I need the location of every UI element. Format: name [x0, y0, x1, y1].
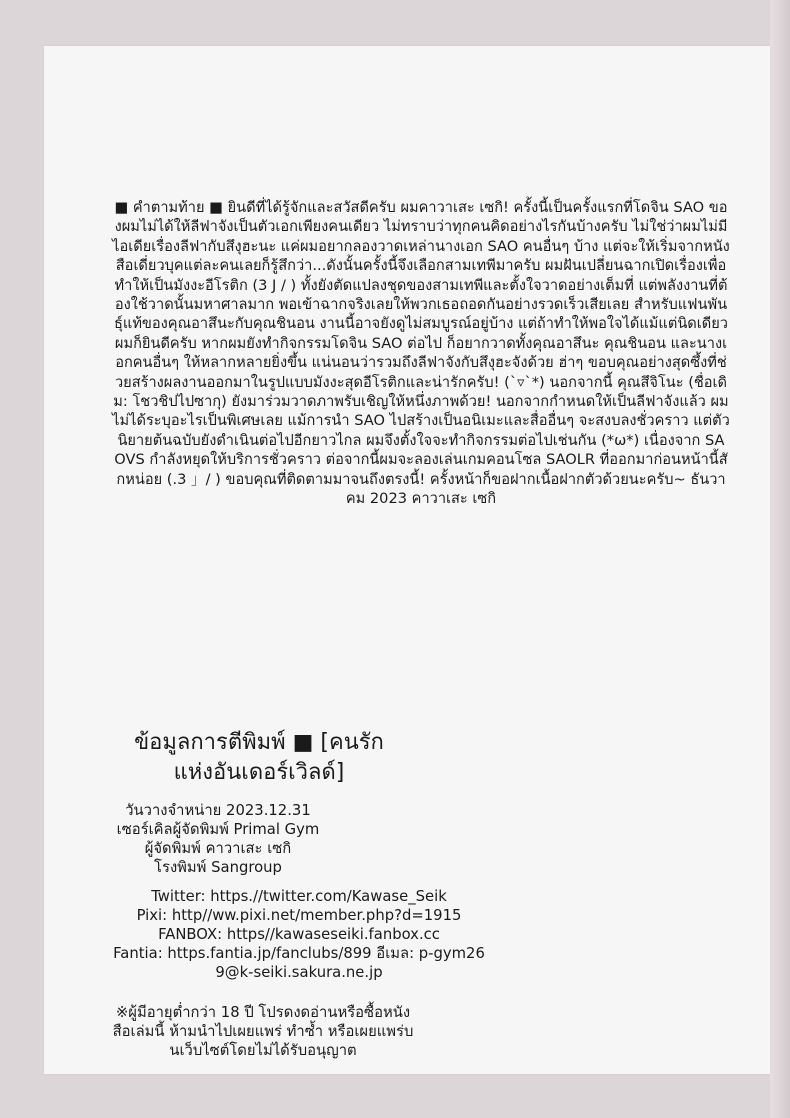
colophon-title-line-2: แห่งอันเดอร์เวิลด์] — [173, 760, 345, 785]
publication-info — [112, 801, 324, 877]
colophon-title — [114, 728, 404, 788]
age-restriction-notice: ※ผู้มีอายุต่ำกว่า 18 ปี โปรดงดอ่านหรือซื้อหนังสือเล่มนี้ ห้ามนำไปเผยแพร่ ทำซ้ำ หรือเผยแพร่บนเว็บไซต์โดยไม่ได้รับอนุญาต — [112, 1004, 414, 1059]
contact-links — [112, 887, 486, 982]
fanbox-link: FANBOX: https//kawaseseiki.fanbox.cc — [158, 926, 440, 943]
release-date: วันวางจำหน่าย 2023.12.31 — [125, 802, 311, 819]
circle-publisher: เซอร์เคิลผู้จัดพิมพ์ Primal Gym ผู้จัดพิมพ์ คาวาเสะ เซกิ — [116, 821, 320, 857]
printer: โรงพิมพ์ Sangroup — [154, 859, 282, 876]
pixi-link: Pixi: http//ww.pixi.net/member.php?d=1915 — [136, 907, 462, 924]
colophon-title-line-1: ข้อมูลการตีพิมพ์ ■ [คนรัก — [134, 730, 384, 755]
book-edge — [770, 0, 790, 1118]
twitter-link: Twitter: https.//twitter.com/Kawase_Seik — [151, 888, 447, 905]
fantia-email: Fantia: https.fantia.jp/fanclubs/899 อีเมล: p-gym269@k-seiki.sakura.ne.jp — [113, 945, 485, 981]
afterword-text: ■ คำตามท้าย ■ ยินดีที่ได้รู้จักและสวัสดีครับ ผมคาวาเสะ เซกิ! ครั้งนี้เป็นครั้งแรกที่โดจิน SAO ของผมไม่ได้ให้ลีฟาจังเป็นตัวเอกเพียงคนเดียว ไม่ทราบว่าทุกคนคิดอย่างไรกันบ้างครับ ไม่ใช่ว่าผมไม่มีไอเดียเรื่องลีฟากับสึงุฮะนะ แค่ผมอยากลองวาดเหล่านางเอก SAO คนอื่นๆ บ้าง แต่จะให้เริ่มจากหนังสือเดี่ยวบุคแต่ละคนเลยก็รู้สึกว่า...ดังนั้นครั้งนี้จึงเลือกสามเทพีมาครับ ผมฝันเปลี่ยนฉากเปิดเรื่องเพื่อทำให้เป็นมังงะอีโรติก (3 J / ) ทั้งยังตัดแปลงชุดของสามเทพีและตั้งใจวาดอย่างเต็มที่ แต่พลังงานที่ต้องใช้วาดนั้นมหาศาลมาก พอเข้าฉากจริงเลยให้พวกเธอถอดกันอย่างรวดเร็วเสียเลย สำหรับแฟนพันธุ์แท้ของคุณอาสึนะกับคุณชินอน งานนี้อาจยังดูไม่สมบูรณ์อยู่บ้าง แต่ถ้าทำให้พอใจได้แม้แต่นิดเดียวผมก็ยินดีครับ หากผมยังทำกิจกรรมโดจิน SAO ต่อไป ก็อยากวาดทั้งคุณอาสึนะ คุณชินอน และนางเอกคนอื่นๆ ให้หลากหลายยิ่งขึ้น แน่นอนว่ารวมถึงลีฟาจังกับสึงุฮะจังด้วย ฮ่าๆ ขอบคุณอย่างสุดซึ้งที่ช่วยสร้างผลงานออกมาในรูปแบบมังงะสุดอีโรติกและน่ารักครับ! (`▿`*) นอกจากนี้ คุณสึจิโนะ (ชื่อเดิม: โชวชิปไปซากุ) ยังมาร่วมวาดภาพรับเชิญให้หนึ่งภาพด้วย! นอกจากกำหนดให้เป็นลีฟาจังแล้ว ผมไม่ได้ระบุอะไรเป็นพิเศษเลย แม้การนำ SAO ไปสร้างเป็นอนิเมะและสื่ออื่นๆ จะสงบลงชั่วคราว แต่ตัวนิยายต้นฉบับยังดำเนินต่อไปอีกยาวไกล ผมจึงตั้งใจจะทำกิจกรรมต่อไปเช่นกัน (*ω*) เนื่องจาก SAOVS กำลังหยุดให้บริการชั่วคราว ต่อจากนี้ผมจะลองเล่นเกมคอนโซล SAOLR ที่ออกมาก่อนหน้านี้สักหน่อย (.3 」/ ) ขอบคุณที่ติดตามมาจนถึงตรงนี้! ครั้งหน้าก็ขอฝากเนื้อฝากตัวด้วยนะครับ~ ธันวาคม 2023 คาวาเสะ เซกิ — [112, 199, 730, 508]
